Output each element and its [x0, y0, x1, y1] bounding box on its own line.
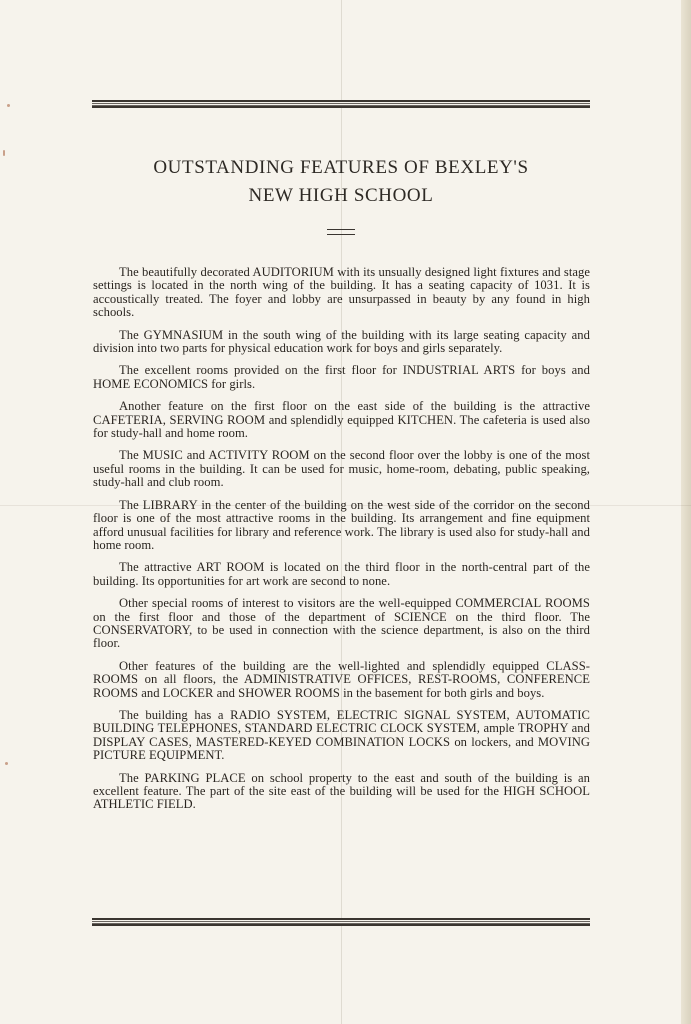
bottom-decorative-rule [92, 918, 590, 926]
paragraph-other-features: Other features of the building are the well-lighted and splendidly equipped CLASS-ROOMS on all floors, the ADMINISTRATIVE OFFICES, REST-ROOMS, CONFERENCE ROOMS and LOCKER and SHOWER ROOMS in the basement for both girls and boys. [93, 658, 590, 700]
document-body [93, 266, 590, 821]
paragraph-cafeteria: Another feature on the first floor on the east side of the building is the attractive CAFETERIA, SERVING ROOM and splendidly equipped KITCHEN. The cafeteria is used also for study-hall and home room. [93, 399, 590, 441]
paragraph-art-room: The attractive ART ROOM is located on the third floor in the north-central part of the building. Its opportunities for art work are second to none. [93, 560, 590, 588]
page-title [92, 154, 590, 210]
paragraph-special-rooms: Other special rooms of interest to visitors are the well-equipped COMMERCIAL ROOMS on the first floor and those of the department of SCIENCE on the third floor. The CONSERVATORY, to be used in connection with the science department, is also on the third floor. [93, 596, 590, 651]
paper-speck [5, 762, 8, 765]
paragraph-auditorium: The beautifully decorated AUDITORIUM with its unsually designed light fixtures and stage settings is located in the north wing of the building. It has a seating capacity of 1031. It is accoustically treated. The foyer and lobby are unsurpassed in beauty by any found in high schools. [93, 265, 590, 320]
paper-speck [3, 150, 5, 156]
paragraph-music-room: The MUSIC and ACTIVITY ROOM on the second floor over the lobby is one of the most useful rooms in the building. It can be used for music, home-room, debating, public speaking, study-hall and club room. [93, 448, 590, 490]
paragraph-parking: The PARKING PLACE on school property to the east and south of the building is an excellent feature. The part of the site east of the building will be used for the HIGH SCHOOL ATHLETIC FIELD. [93, 770, 590, 812]
paragraph-industrial-arts: The excellent rooms provided on the first floor for INDUSTRIAL ARTS for boys and HOME ECONOMICS for girls. [93, 363, 590, 391]
title-line-1: OUTSTANDING FEATURES OF BEXLEY'S [153, 157, 529, 178]
paragraph-gymnasium: The GYMNASIUM in the south wing of the building with its large seating capacity and division into two parts for physical education work for boys and girls separately. [93, 327, 590, 356]
top-decorative-rule [92, 100, 590, 108]
page-edge-shadow [681, 0, 691, 1024]
paragraph-building-systems: The building has a RADIO SYSTEM, ELECTRIC SIGNAL SYSTEM, AUTOMATIC BUILDING TELEPHONES, STANDARD ELECTRIC CLOCK SYSTEM, ample TROPHY and DISPLAY CASES, MASTERED-KEYED COMBINATION LOCKS on lockers, and MOVING PICTURE EQUIPMENT. [93, 707, 590, 763]
title-line-2: NEW HIGH SCHOOL [248, 185, 434, 206]
paragraph-library: The LIBRARY in the center of the building on the west side of the corridor on the second floor is one of the most attractive rooms in the building. Its arrangement and fine equipment afford unusual facilities for library and reference work. The library is used also for study-hall and home room. [93, 497, 590, 552]
paper-speck [7, 104, 10, 107]
title-divider [327, 229, 355, 235]
